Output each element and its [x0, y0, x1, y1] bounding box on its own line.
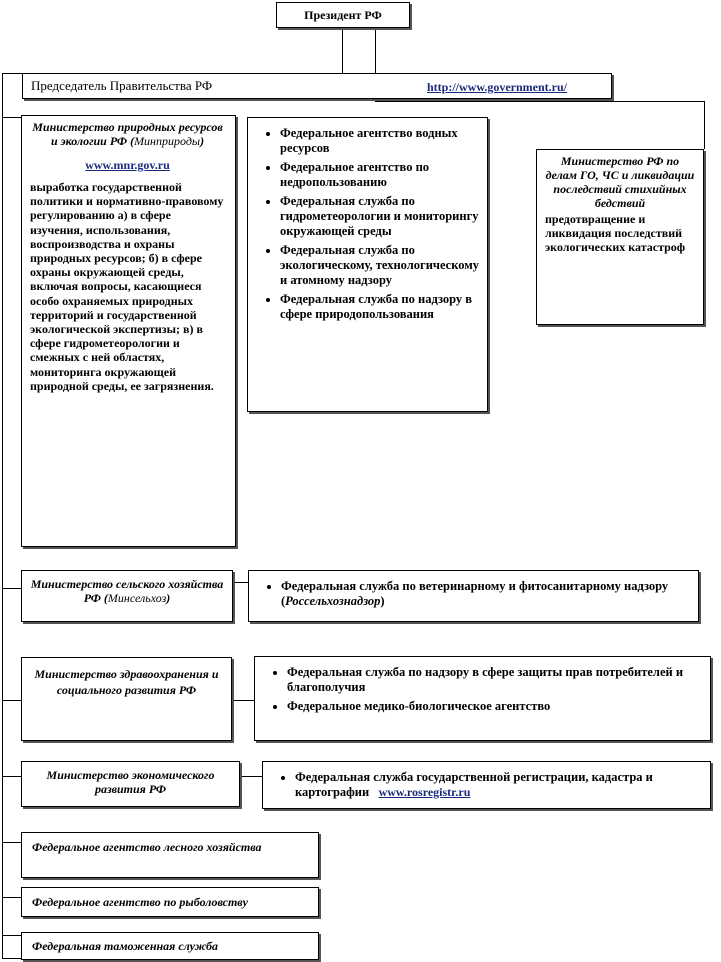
connector [2, 958, 21, 959]
president-box [276, 2, 410, 28]
agri-service-text: Федеральная служба по ветеринарному и фитосанитарному надзору [281, 579, 669, 593]
connector [2, 842, 21, 843]
agency-label: Федеральное агентство лесного хозяйства [32, 840, 262, 854]
health-box [21, 657, 232, 741]
mchs-box [536, 149, 704, 325]
list-item: • Федеральная служба по гидрометеорологии и мониторингу окружающей среды [280, 194, 487, 239]
list-item: • Федеральное агентство водных ресурсов [280, 126, 487, 156]
mnr-title: Министерство природных ресурсов и экологии РФ [32, 120, 223, 148]
mchs-title: Министерство РФ по делам ГО, ЧС и ликвидации последствий стихийных бедствий [545, 154, 695, 210]
customs-service-box [21, 932, 319, 960]
connector [2, 117, 21, 118]
mnr-link[interactable]: www.mnr.gov.ru [85, 158, 170, 172]
list-item: • Федеральная служба по ветеринарному и фитосанитарному надзору (Россельхознадзор) [281, 579, 698, 609]
connector [2, 776, 21, 777]
agri-service-short: Россельхознадзор [285, 594, 381, 608]
econ-title: Министерство экономического развития РФ [46, 768, 215, 796]
econ-service-box [262, 761, 711, 809]
list-item: • Федеральное агентство по недропользованию [280, 160, 487, 190]
connector [2, 897, 21, 898]
list-item: • Федеральная служба по экологическому, технологическому и атомному надзору [280, 243, 487, 288]
president-label: Президент РФ [304, 8, 382, 22]
econ-box [21, 761, 240, 807]
connector [2, 700, 21, 701]
mnr-services-box [247, 117, 488, 412]
mnr-services-list [248, 126, 487, 322]
agri-title: Министерство сельского хозяйства РФ [30, 577, 224, 605]
connector [2, 588, 21, 589]
forestry-agency-box [21, 832, 319, 878]
health-services-box [254, 656, 711, 741]
agency-label: Федеральное агентство по рыболовству [32, 895, 248, 909]
connector [375, 101, 705, 102]
agency-label: Федеральная таможенная служба [32, 939, 218, 953]
chairman-box [22, 73, 612, 99]
agri-box: Министерство сельского хозяйства РФ (Минсельхоз) [21, 570, 233, 622]
connector [342, 28, 343, 73]
agri-service-box [248, 570, 699, 622]
connector [704, 101, 705, 149]
mnr-description: выработка государственной политики и нормативно-правовому регулированию а) в сфере изучения, использования, воспроизводства и охраны природных ресурсов; б) в сфере охраны окружающей среды, включая вопросы, касающиеся особо охраняемых природных территорий и государственной экологической экспертизы; в) в сфере гидрометеорологии и смежных с ней областях, мониторинга окружающей природной среды, ее загрязнения. [30, 180, 224, 393]
connector [2, 73, 3, 959]
mnr-short: Минприроды [134, 134, 201, 148]
health-title: Министерство здравоохранения и социального развития РФ [34, 667, 219, 697]
connector [232, 700, 254, 701]
connector [232, 582, 248, 583]
list-item: • Федеральная служба по надзору в сфере природопользования [280, 292, 487, 322]
connector [240, 776, 262, 777]
mnr-box: Министерство природных ресурсов и экологии РФ (Минприроды) www.mnr.gov.ru выработка государственной политики и нормативно-правовому регулированию а) в сфере изучения, использования, воспроизводства и охраны природных ресурсов; б) в сфере охраны окружающей среды, включая вопросы, касающиеся особо охраняемых природных территорий и государственной экологической экспертизы; в) в сфере гидрометеорологии и смежных с ней областях, мониторинга окружающей природной среды, ее загрязнения. [21, 115, 236, 547]
connector [2, 935, 21, 936]
list-item: • Федеральная служба по надзору в сфере защиты прав потребителей и благополучия [287, 665, 710, 695]
fishery-agency-box [21, 887, 319, 917]
rosregistr-link[interactable]: www.rosregistr.ru [378, 785, 471, 799]
chairman-label: Председатель Правительства РФ [31, 78, 213, 93]
government-link[interactable]: http://www.government.ru/ [427, 80, 567, 94]
agri-short: Минсельхоз [107, 591, 167, 605]
econ-service: Федеральная служба государственной регистрации, кадастра и картографии [295, 770, 653, 799]
mchs-description: предотвращение и ликвидация последствий экологических катастроф [545, 212, 686, 254]
list-item: • Федеральное медико-биологическое агентство [287, 699, 710, 714]
list-item [295, 770, 710, 800]
